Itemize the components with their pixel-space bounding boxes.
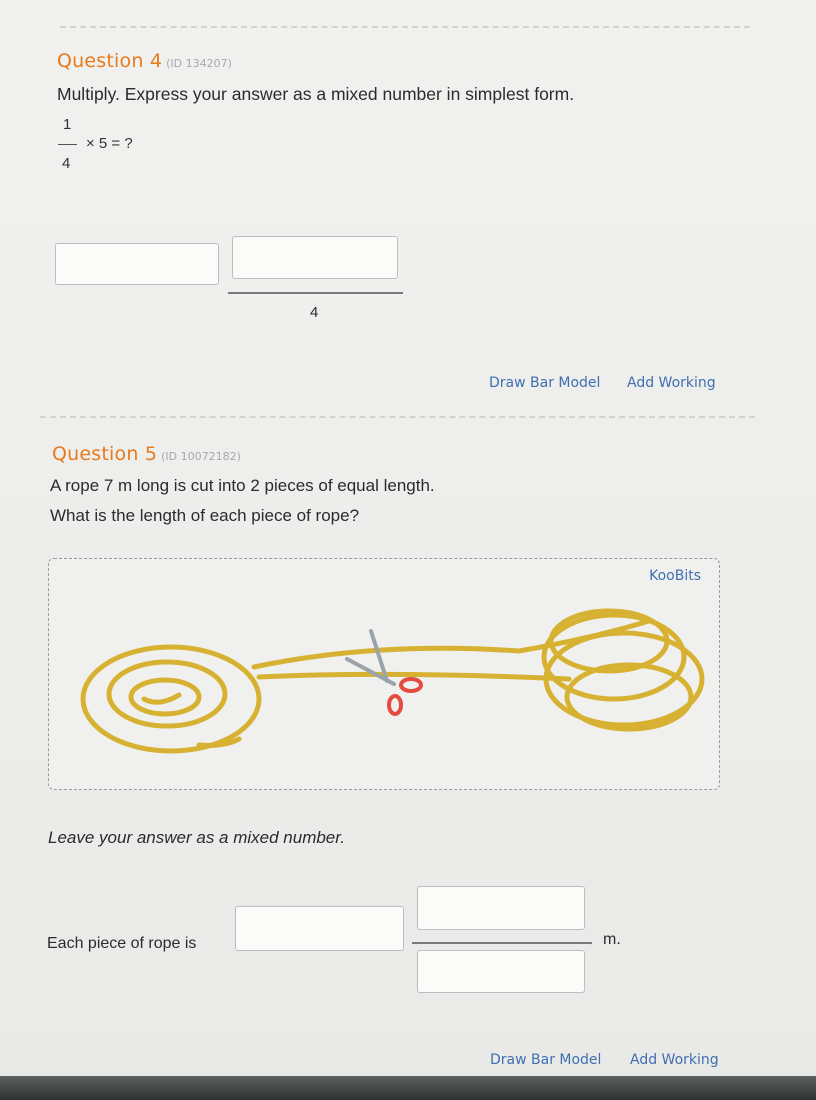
question-divider <box>40 416 755 418</box>
expression-fraction-bar <box>58 144 77 145</box>
question-4-label: Question 4 <box>57 50 163 72</box>
question-5-line-2: What is the length of each piece of rope? <box>50 506 360 525</box>
top-divider <box>60 26 750 28</box>
expression-denominator: 4 <box>62 155 71 172</box>
question-5-line-1: A rope 7 m long is cut into 2 pieces of equal length. <box>50 476 435 495</box>
numerator-input[interactable] <box>417 886 585 930</box>
rope-illustration-frame <box>48 558 720 790</box>
koobits-logo: KooBits <box>649 568 701 584</box>
whole-number-input[interactable] <box>55 243 219 285</box>
answer-unit: m. <box>603 931 621 948</box>
question-4-id: (ID 134207) <box>166 57 232 70</box>
answer-fraction-bar <box>412 942 592 944</box>
draw-bar-model-button[interactable]: Draw Bar Model <box>490 1052 602 1068</box>
answer-fraction-bar <box>228 292 403 294</box>
question-5-instruction: Leave your answer as a mixed number. <box>48 828 346 847</box>
expression-numerator: 1 <box>63 116 72 133</box>
denominator-input[interactable] <box>417 950 585 993</box>
question-4-title <box>57 50 232 72</box>
add-working-button[interactable]: Add Working <box>627 375 716 391</box>
question-5-label: Question 5 <box>52 443 158 465</box>
numerator-input[interactable] <box>232 236 398 279</box>
expression-operator: × 5 = ? <box>86 135 133 152</box>
question-5-id: (ID 10072182) <box>161 450 241 463</box>
question-5-title <box>52 443 241 465</box>
add-working-button[interactable]: Add Working <box>630 1052 719 1068</box>
answer-prefix: Each piece of rope is <box>47 935 197 952</box>
whole-number-input[interactable] <box>235 906 404 951</box>
answer-denominator: 4 <box>310 304 319 321</box>
rope-illustration <box>49 559 721 791</box>
question-4-prompt: Multiply. Express your answer as a mixed number in simplest form. <box>57 84 575 104</box>
draw-bar-model-button[interactable]: Draw Bar Model <box>489 375 601 391</box>
screen-bezel <box>0 1076 816 1100</box>
